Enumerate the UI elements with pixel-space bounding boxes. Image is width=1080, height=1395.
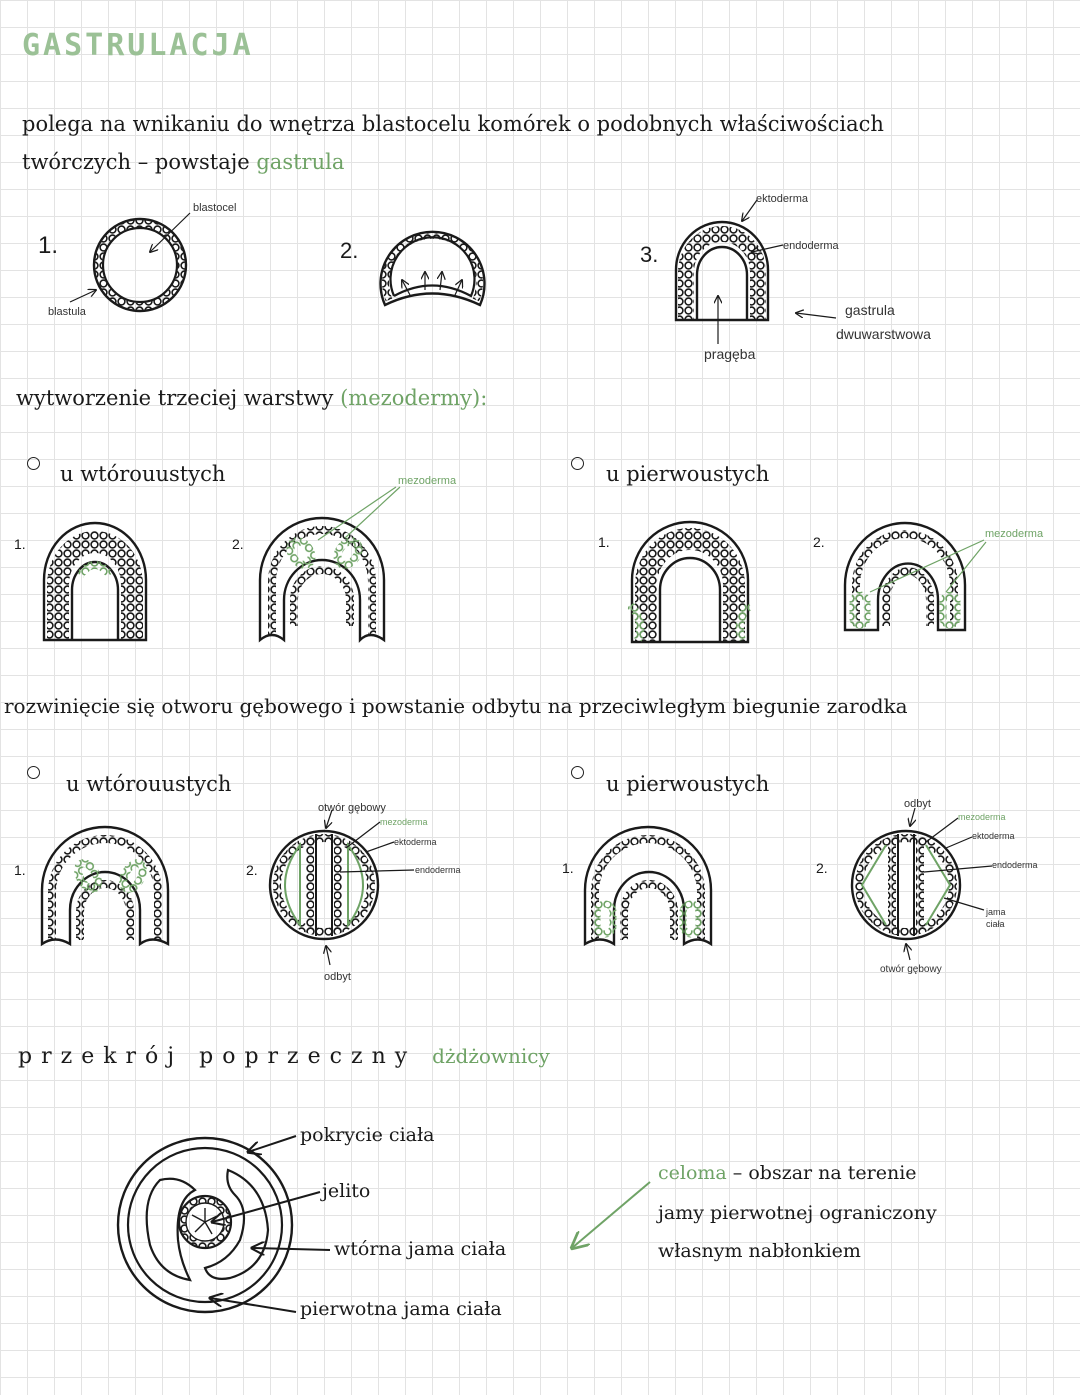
- label-mezoderma-b2: mezoderma: [958, 812, 1006, 822]
- label-jelito: jelito: [322, 1180, 371, 1202]
- section-b-drawing-4: [852, 808, 992, 960]
- label-endoderma-b2: endoderma: [992, 860, 1038, 870]
- section-a-n2b: 2.: [813, 534, 825, 550]
- mouth-heading: rozwinięcie się otworu gębowego i powstanie odbytu na przeciwległym biegunie zarodka: [4, 694, 908, 718]
- label-endoderma-b1: endoderma: [415, 865, 461, 875]
- label-blastocel: blastocel: [193, 202, 237, 214]
- stage-3-number: 3.: [640, 242, 659, 267]
- label-pokrycie: pokrycie ciała: [300, 1124, 435, 1146]
- mesoderm-heading-text: wytworzenie trzeciej warstwy: [16, 386, 334, 410]
- section-b-n1b: 1.: [562, 860, 574, 876]
- section-a-drawing-4: [845, 523, 986, 630]
- section-b-wtorousta: u wtórouustych: [66, 772, 232, 796]
- label-pierwotna: pierwotna jama ciała: [300, 1298, 502, 1320]
- section-a-n2a: 2.: [232, 536, 244, 552]
- intro-line-1: polega na wnikaniu do wnętrza blastocelu komórek o podobnych właściwościach: [22, 112, 884, 136]
- label-ektoderma-b1: ektoderma: [394, 837, 437, 847]
- section-a-drawing-1: [44, 523, 146, 640]
- label-prajelito: pragęba: [704, 346, 756, 362]
- intro-gastrula: gastrula: [256, 150, 345, 174]
- label-mezoderma-b1: mezoderma: [380, 817, 428, 827]
- section-a-drawing-2: [260, 487, 400, 640]
- celoma-line-3: własnym nabłonkiem: [658, 1240, 861, 1262]
- celoma-line-2: jamy pierwotnej ograniczony: [658, 1202, 937, 1224]
- section-a-pierwousta: u pierwoustych: [606, 462, 770, 486]
- label-ektoderma: ektoderma: [756, 193, 808, 205]
- label-wtorna: wtórna jama ciała: [334, 1238, 507, 1260]
- label-mezoderma-a2: mezoderma: [985, 528, 1044, 540]
- section-b-drawing-1: [42, 827, 168, 944]
- section-b-n2b: 2.: [816, 860, 828, 876]
- section-b-n2a: 2.: [246, 862, 258, 878]
- celoma-term: celoma: [658, 1162, 727, 1184]
- stage-1-number: 1.: [38, 232, 59, 259]
- celoma-def-1: – obszar na terenie: [732, 1162, 917, 1184]
- section-a-n1b: 1.: [598, 534, 610, 550]
- label-blastula: blastula: [48, 306, 86, 318]
- label-gastrula-sub: dwuwarstwowa: [836, 326, 931, 342]
- section-b-pierwousta: u pierwoustych: [606, 772, 770, 796]
- section-a-n1a: 1.: [14, 536, 26, 552]
- section-b-n1a: 1.: [14, 862, 26, 878]
- label-gastrula: gastrula: [845, 302, 895, 318]
- section-a-wtorousta: u wtórouustych: [60, 462, 226, 486]
- gastrula-drawing: [676, 200, 836, 344]
- section-b-drawing-3: [585, 827, 711, 944]
- label-odbyt-2: odbyt: [904, 798, 931, 810]
- label-ektoderma-b2: ektoderma: [972, 831, 1015, 841]
- cross-section-highlight: dżdżownicy: [432, 1044, 550, 1068]
- blastula-drawing: [70, 213, 190, 311]
- label-jama-ciala: jama ciała: [986, 907, 1006, 929]
- page-title: GASTRULACJA: [22, 28, 254, 63]
- stage2-drawing: [380, 232, 484, 305]
- stage-2-number: 2.: [340, 238, 359, 263]
- section-b-drawing-2: [270, 810, 414, 965]
- cross-section-heading-text: przekrój poprzeczny: [18, 1044, 417, 1069]
- label-otwor-gebowy-2: otwór gębowy: [880, 964, 942, 975]
- label-mezoderma-a1: mezoderma: [398, 475, 457, 487]
- label-odbyt: odbyt: [324, 971, 351, 983]
- label-otwor-gebowy: otwór gębowy: [318, 802, 386, 814]
- mesoderm-heading-highlight: (mezodermy):: [340, 386, 488, 410]
- section-a-drawing-3: [630, 522, 750, 642]
- label-endoderma: endoderma: [783, 240, 839, 252]
- intro-line-2-text: twórczych – powstaje: [22, 150, 250, 174]
- earthworm-cross-section: [118, 1136, 650, 1312]
